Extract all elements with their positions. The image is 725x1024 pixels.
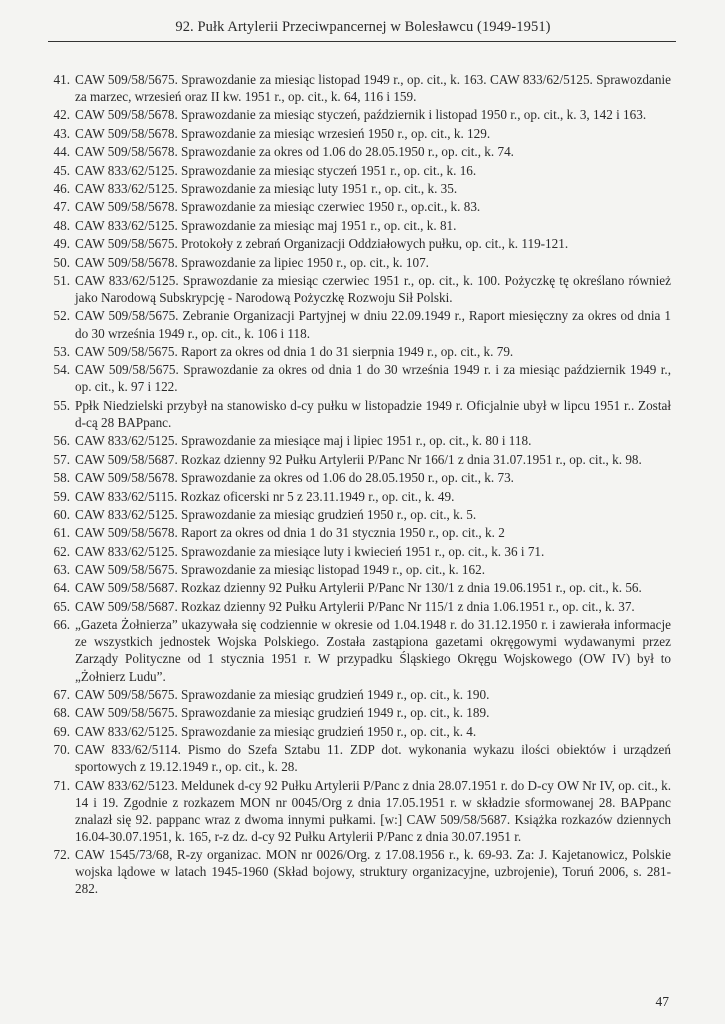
footnote-number: 54. [53, 362, 70, 378]
footnote-item [48, 741, 671, 775]
footnote-number: 60. [53, 506, 70, 522]
footnote-text: CAW 509/58/5678. Sprawozdanie za miesiąc styczeń, październik i listopad 1950 r., op. cit., k. 3, 142 i 163. [75, 107, 647, 123]
footnote-item [48, 451, 671, 468]
footnote-number: 45. [53, 162, 70, 178]
footnote-item [48, 180, 671, 197]
footnote-text: CAW 509/58/5687. Rozkaz dzienny 92 Pułku Artylerii P/Panc Nr 130/1 z dnia 19.06.1951 r., op. cit., k. 56. [75, 580, 642, 596]
footnote-text: CAW 833/62/5123. Meldunek d-cy 92 Pułku Artylerii P/Panc z dnia 28.07.1951 r. do D-cy OW Nr IV, op. cit., k. 14 i 19. Zgodnie z rozkazem MON nr 0045/Org z dnia 17.05.1951 r. w składzie sformowanej 28. BAPpanc znalazł się 92. pappanc wraz z dwoma innymi pułkami. [w:] CAW 509/58/5687. Książka rozkazów dziennych 16.04-30.07.1951, k. 165, r-z dz. d-cy 92 Pułku Artylerii P/Panc z dnia 30.07.1951 r. [75, 777, 671, 844]
footnote-text: CAW 509/58/5678. Raport za okres od dnia 1 do 31 stycznia 1950 r., op. cit., k. 2 [75, 525, 505, 541]
footnote-text: CAW 833/62/5125. Sprawozdanie za miesiąc grudzień 1950 r., op. cit., k. 5. [75, 506, 477, 522]
footnote-number: 70. [53, 742, 70, 758]
footnote-item [48, 343, 671, 360]
footnote-item [48, 598, 671, 615]
footnote-text: CAW 509/58/5675. Sprawozdanie za miesiąc grudzień 1949 r., op. cit., k. 190. [75, 686, 490, 702]
running-header: 92. Pułk Artylerii Przeciwpancernej w Bolesławcu (1949-1951) [175, 19, 551, 35]
footnote-item [48, 272, 671, 306]
footnote-text: Ppłk Niedzielski przybył na stanowisko d-cy pułku w listopadzie 1949 r. Oficjalnie ubył w lipcu 1951 r.. Został d-cą 28 BAPpanc. [75, 397, 671, 430]
footnote-number: 41. [53, 72, 70, 87]
footnote-text: CAW 833/62/5114. Pismo do Szefa Sztabu 11. ZDP dot. wykonania wykazu ilości obiektów i urządzeń sportowych z 19.12.1949 r., op. cit., k. 28. [75, 742, 671, 775]
footnote-item [48, 217, 671, 234]
footnote-number: 57. [53, 451, 70, 467]
footnote-number: 59. [53, 488, 70, 504]
footnote-number: 43. [53, 125, 70, 141]
footnote-item [48, 506, 671, 523]
footnote-number: 63. [53, 562, 70, 578]
footnote-number: 58. [53, 470, 70, 486]
footnote-number: 42. [53, 107, 70, 123]
footnote-item [48, 143, 671, 160]
footnote-number: 66. [53, 617, 70, 633]
footnote-text: CAW 509/58/5687. Rozkaz dzienny 92 Pułku Artylerii P/Panc Nr 166/1 z dnia 31.07.1951 r., op. cit., k. 98. [75, 451, 642, 467]
footnote-number: 67. [53, 686, 70, 702]
footnote-text: CAW 833/62/5125. Sprawozdanie za miesiąc czerwiec 1951 r., op. cit., k. 100. Pożyczkę tę określano również jako Narodową Subskrypcję - Narodową Pożyczkę Rozwoju Sił Polski. [75, 273, 671, 306]
footnote-text: CAW 509/58/5675. Protokoły z zebrań Organizacji Oddziałowych pułku, op. cit., k. 119-121. [75, 236, 569, 252]
footnote-number: 49. [53, 236, 70, 252]
footnote-item [48, 235, 671, 252]
footnote-item [48, 686, 671, 703]
page-number: 47 [655, 994, 669, 1009]
footnote-number: 53. [53, 343, 70, 359]
footnote-text: CAW 509/58/5675. Sprawozdanie za miesiąc grudzień 1949 r., op. cit., k. 189. [75, 705, 490, 721]
footnote-item [48, 616, 671, 684]
footnote-number: 52. [53, 308, 70, 324]
footnote-item [48, 198, 671, 215]
footnote-text: CAW 833/62/5125. Sprawozdanie za miesiące luty i kwiecień 1951 r., op. cit., k. 36 i 71. [75, 543, 545, 559]
footnote-text: „Gazeta Żołnierza” ukazywała się codziennie w okresie od 1.04.1948 r. do 31.12.1950 r. i zawierała informacje ze wszystkich jednostek Wojska Polskiego. Została zastąpiona gazetami okręgowymi wydawanymi przez Zarządy Polityczne od 1 stycznia 1951 r. W przypadku Śląskiego Okręgu Wojskowego (OW IV) był to „Żołnierz Ludu”. [75, 617, 671, 684]
footnote-item [48, 561, 671, 578]
footnote-text: CAW 509/58/5678. Sprawozdanie za okres od 1.06 do 28.05.1950 r., op. cit., k. 73. [75, 470, 514, 486]
footnote-number: 50. [53, 254, 70, 270]
footnote-text: CAW 833/62/5125. Sprawozdanie za miesiąc grudzień 1950 r., op. cit., k. 4. [75, 723, 477, 739]
footnote-number: 69. [53, 723, 70, 739]
footnote-text: CAW 1545/73/68, R-zy organizac. MON nr 0026/Org. z 17.08.1956 r., k. 69-93. Za: J. Kajetanowicz, Polskie wojska lądowe w latach 1945-1960 (Skład bojowy, struktury organizacyjne, uzbrojenie), Toruń 2006, s. 281-282. [75, 847, 671, 897]
footnote-item [48, 397, 671, 431]
footnote-item [48, 106, 671, 123]
footnote-text: CAW 509/58/5687. Rozkaz dzienny 92 Pułku Artylerii P/Panc Nr 115/1 z dnia 1.06.1951 r., op. cit., k. 37. [75, 598, 635, 614]
footnote-item [48, 723, 671, 740]
footnote-item [48, 71, 671, 105]
footnote-item [48, 488, 671, 505]
footnote-number: 61. [53, 525, 70, 541]
footnotes-list [48, 71, 671, 899]
footnote-text: CAW 509/58/5678. Sprawozdanie za miesiąc wrzesień 1950 r., op. cit., k. 129. [75, 125, 491, 141]
footnote-text: CAW 833/62/5125. Sprawozdanie za miesiąc luty 1951 r., op. cit., k. 35. [75, 181, 458, 197]
footnote-item [48, 543, 671, 560]
footnote-number: 46. [53, 181, 70, 197]
footnote-number: 62. [53, 543, 70, 559]
footnote-number: 44. [53, 144, 70, 160]
footnote-item [48, 777, 671, 845]
footnote-text: CAW 833/62/5125. Sprawozdanie za miesiąc maj 1951 r., op. cit., k. 81. [75, 217, 457, 233]
footnote-item [48, 579, 671, 596]
footnote-text: CAW 509/58/5678. Sprawozdanie za miesiąc czerwiec 1950 r., op.cit., k. 83. [75, 199, 481, 215]
footnote-item [48, 524, 671, 541]
footnote-item [48, 704, 671, 721]
footnote-text: CAW 509/58/5675. Sprawozdanie za okres od dnia 1 do 30 września 1949 r. i za miesiąc październik 1949 r., op. cit., k. 97 i 122. [75, 362, 671, 395]
header-rule [48, 41, 676, 42]
footnote-item [48, 254, 671, 271]
footnote-item [48, 307, 671, 341]
footnote-item [48, 361, 671, 395]
footnote-number: 68. [53, 705, 70, 721]
footnote-text: CAW 509/58/5675. Sprawozdanie za miesiąc listopad 1949 r., op. cit., k. 163. CAW 833/62/5125. Sprawozdanie za marzec, wrzesień oraz II kw. 1951 r., op. cit., k. 64, 116 i 159. [75, 72, 671, 105]
footnote-text: CAW 833/62/5125. Sprawozdanie za miesiąc styczeń 1951 r., op. cit., k. 16. [75, 162, 477, 178]
footnote-item [48, 846, 671, 897]
footnote-item [48, 125, 671, 142]
footnote-number: 64. [53, 580, 70, 596]
footnote-text: CAW 509/58/5678. Sprawozdanie za okres od 1.06 do 28.05.1950 r., op. cit., k. 74. [75, 144, 514, 160]
footnote-item [48, 469, 671, 486]
footnote-number: 72. [53, 847, 70, 863]
footnote-number: 48. [53, 217, 70, 233]
footnote-text: CAW 833/62/5125. Sprawozdanie za miesiące maj i lipiec 1951 r., op. cit., k. 80 i 118. [75, 433, 532, 449]
footnote-text: CAW 509/58/5675. Raport za okres od dnia 1 do 31 sierpnia 1949 r., op. cit., k. 79. [75, 343, 514, 359]
footnote-number: 47. [53, 199, 70, 215]
footnote-text: CAW 509/58/5675. Zebranie Organizacji Partyjnej w dniu 22.09.1949 r., Raport miesięczny za okres od dnia 1 do 30 września 1949 r., op. cit., k. 106 i 118. [75, 308, 671, 341]
footnote-number: 51. [53, 273, 70, 288]
footnote-item [48, 432, 671, 449]
footnote-number: 65. [53, 598, 70, 614]
footnote-item [48, 162, 671, 179]
footnote-number: 71. [53, 777, 70, 793]
footnote-text: CAW 509/58/5675. Sprawozdanie za miesiąc listopad 1949 r., op. cit., k. 162. [75, 562, 486, 578]
footnote-number: 56. [53, 433, 70, 449]
footnote-text: CAW 509/58/5678. Sprawozdanie za lipiec 1950 r., op. cit., k. 107. [75, 254, 429, 270]
footnote-number: 55. [53, 397, 70, 413]
footnote-text: CAW 833/62/5115. Rozkaz oficerski nr 5 z 23.11.1949 r., op. cit., k. 49. [75, 488, 455, 504]
